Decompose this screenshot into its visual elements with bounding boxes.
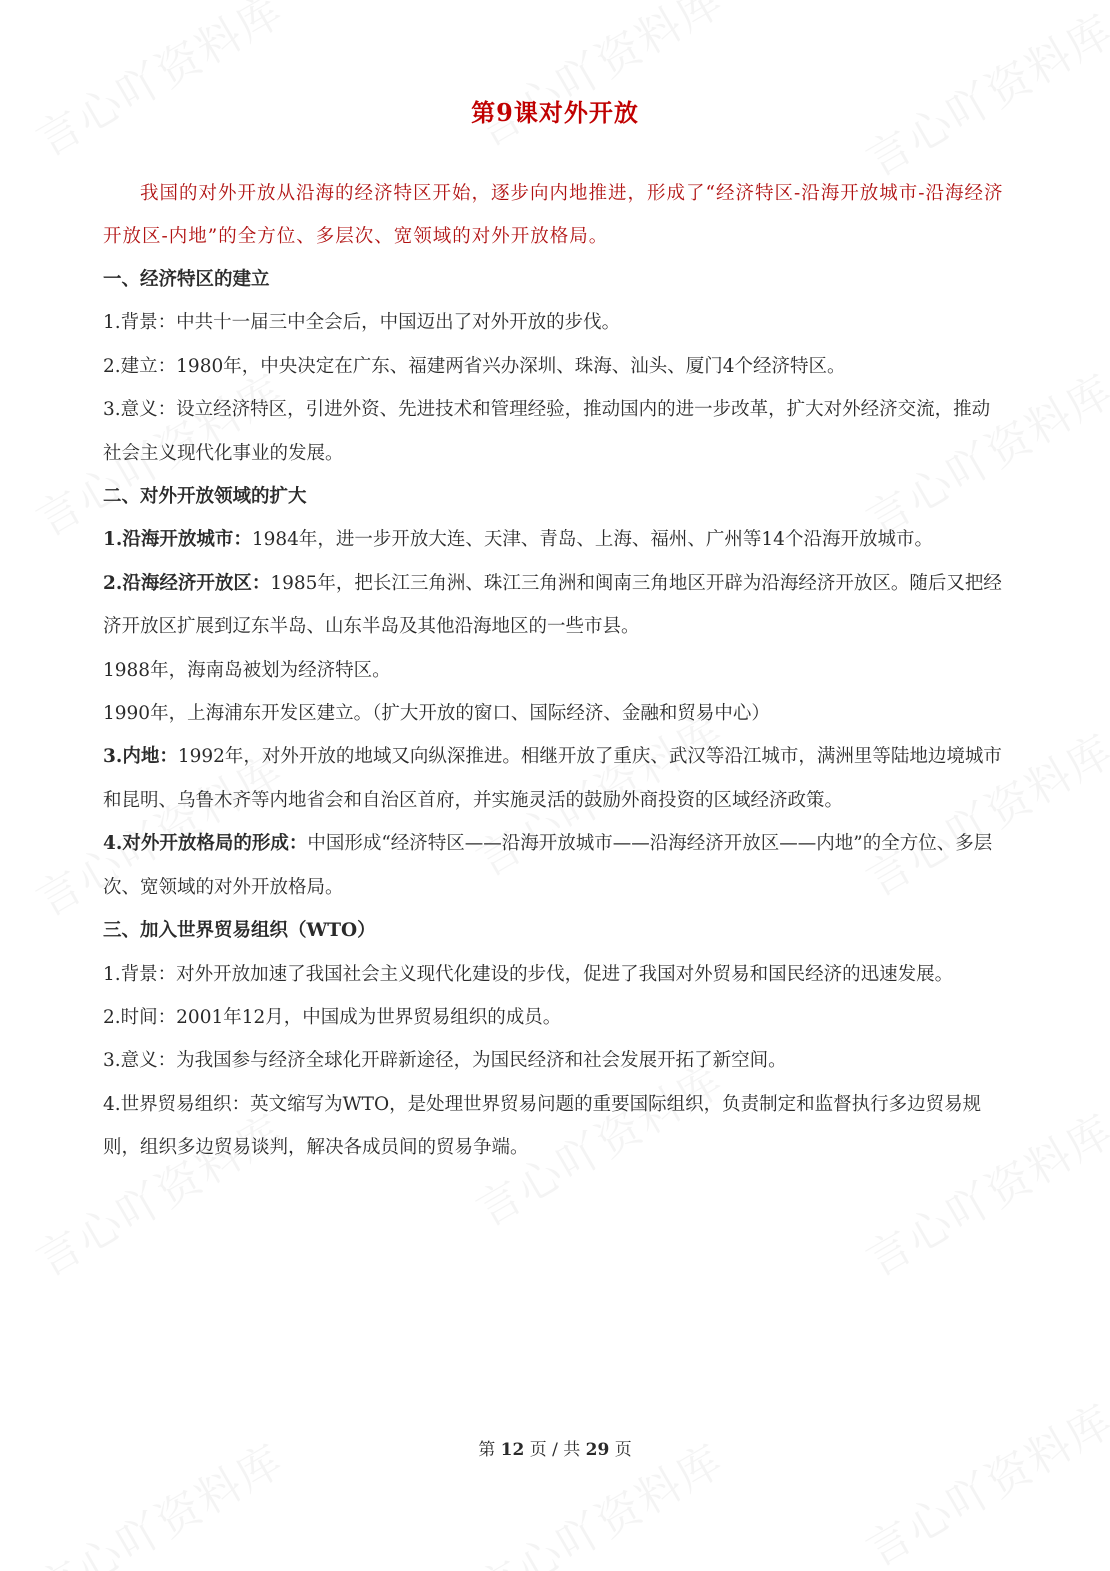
page-title: 第9课对外开放 (471, 98, 639, 127)
document-body (103, 258, 1008, 1170)
paragraph: 2.时间：2001年12月，中国成为世界贸易组织的成员。 (103, 1006, 562, 1028)
paragraph-label: 1.沿海开放城市： (103, 529, 252, 551)
paragraph: 3.意义：为我国参与经济全球化开辟新途径，为国民经济和社会发展开拓了新空间。 (103, 1050, 787, 1072)
section-heading: 三、加入世界贸易组织（WTO） (103, 920, 376, 942)
paragraph: 3.意义：设立经济特区，引进外资、先进技术和管理经验，推动国内的进一步改革，扩大对外经济交流，推动社会主义现代化事业的发展。 (103, 399, 991, 464)
paragraph (103, 735, 1008, 822)
paragraph: 4.世界贸易组织：英文缩写为WTO，是处理世界贸易问题的重要国际组织，负责制定和监督执行多边贸易规则，组织多边贸易谈判，解决各成员间的贸易争端。 (103, 1093, 982, 1159)
paragraph-text: 1984年，进一步开放大连、天津、青岛、上海、福州、广州等14个沿海开放城市。 (251, 529, 933, 551)
paragraph (103, 518, 1008, 561)
paragraph: 2.建立：1980年，中央决定在广东、福建两省兴办深圳、珠海、汕头、厦门4个经济特区。 (103, 355, 846, 377)
watermark-text (462, 0, 733, 159)
section-heading: 一、经济特区的建立 (103, 269, 270, 290)
paragraph: 1988年，海南岛被划为经济特区。 (103, 659, 391, 681)
paragraph-text: 1985年，把长江三角洲、珠江三角洲和闽南三角地区开辟为沿海经济开放区。随后又把经济开放区扩展到辽东半岛、山东半岛及其他沿海地区的一些市县。 (103, 572, 1002, 638)
footer-prefix: 第 (478, 1440, 496, 1460)
paragraph-label: 2.沿海经济开放区： (103, 572, 271, 594)
paragraph-label: 4.对外开放格局的形成： (103, 833, 308, 855)
paragraph: 1.背景：对外开放加速了我国社会主义现代化建设的步伐，促进了我国对外贸易和国民经济的迅速发展。 (103, 963, 954, 985)
watermark-text (852, 1385, 1110, 1571)
paragraph (103, 822, 1008, 909)
total-page-number: 29 (585, 1440, 610, 1460)
footer-middle: 页 / 共 (529, 1440, 581, 1460)
footer-suffix: 页 (614, 1440, 632, 1460)
paragraph (103, 562, 1008, 649)
paragraph: 1.背景：中共十一届三中全会后，中国迈出了对外开放的步伐。 (103, 312, 621, 334)
page-footer (0, 1436, 1110, 1464)
paragraph: 1990年，上海浦东开发区建立。（扩大开放的窗口、国际经济、金融和贸易中心） (103, 703, 770, 725)
intro-paragraph: 我国的对外开放从沿海的经济特区开始，逐步向内地推进，形成了“经济特区-沿海开放城市-沿海经济开放区-内地”的全方位、多层次、宽领域的对外开放格局。 (103, 183, 1004, 247)
paragraph-label: 3.内地： (103, 746, 178, 768)
section-heading: 二、对外开放领域的扩大 (103, 486, 307, 508)
paragraph-text: 中国形成“经济特区——沿海开放城市——沿海经济开放区——内地”的全方位、多层次、宽领域的对外开放格局。 (103, 833, 993, 898)
current-page-number: 12 (500, 1440, 525, 1460)
watermark-text (22, 0, 293, 169)
paragraph-text: 1992年，对外开放的地域又向纵深推进。相继开放了重庆、武汉等沿江城市，满洲里等陆地边境城市和昆明、乌鲁木齐等内地省会和自治区首府，并实施灵活的鼓励外商投资的区域经济政策。 (103, 746, 1002, 811)
